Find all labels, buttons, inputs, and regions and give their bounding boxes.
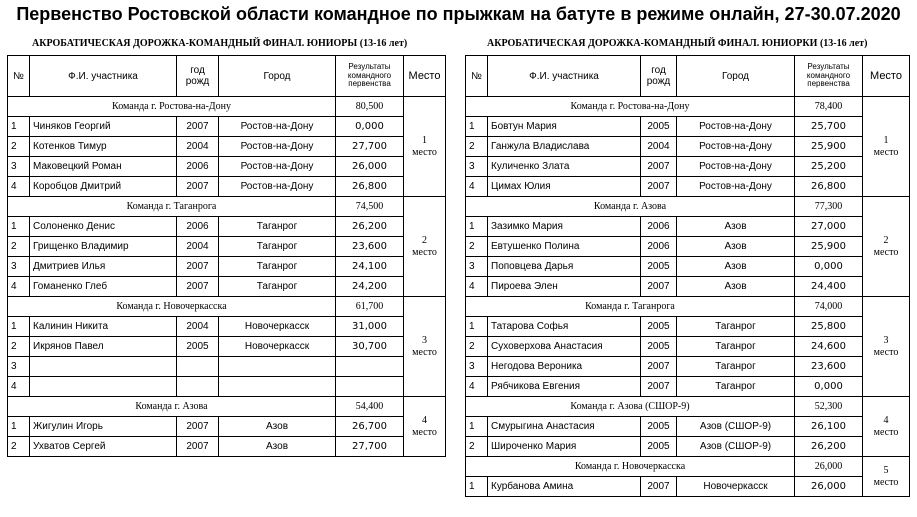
team-name: Команда г. Ростова-на-Дону — [466, 97, 795, 117]
member-city: Ростов-на-Дону — [219, 137, 336, 157]
place-number: 3 — [422, 334, 427, 346]
team-total-score: 80,500 — [336, 97, 404, 117]
team-place — [863, 457, 910, 497]
member-score: 26,700 — [336, 417, 404, 437]
team-place — [863, 197, 910, 297]
header-name: Ф.И. участника — [30, 56, 177, 97]
member-birth-year: 2005 — [641, 257, 677, 277]
member-score: 24,400 — [795, 277, 863, 297]
member-city: Таганрог — [219, 257, 336, 277]
table-row — [8, 277, 446, 297]
table-row — [8, 177, 446, 197]
table-row — [466, 437, 910, 457]
member-score: 0,000 — [795, 257, 863, 277]
table-row — [466, 277, 910, 297]
member-score: 26,100 — [795, 417, 863, 437]
table-row — [8, 157, 446, 177]
member-city: Ростов-на-Дону — [219, 117, 336, 137]
member-score: 26,200 — [336, 217, 404, 237]
member-score: 23,600 — [336, 237, 404, 257]
member-city: Азов — [677, 277, 795, 297]
table-row — [466, 117, 910, 137]
table-row — [8, 257, 446, 277]
member-number: 3 — [8, 157, 30, 177]
member-score: 0,000 — [795, 377, 863, 397]
team-row — [8, 97, 446, 117]
table-row — [466, 137, 910, 157]
team-row — [466, 457, 910, 477]
member-number: 4 — [8, 277, 30, 297]
team-name: Команда г. Ростова-на-Дону — [8, 97, 336, 117]
member-name: Гоманенко Глеб — [30, 277, 177, 297]
member-score — [336, 377, 404, 397]
member-birth-year: 2007 — [641, 477, 677, 497]
table-row — [8, 377, 446, 397]
place-number: 5 — [883, 464, 889, 476]
member-birth-year: 2006 — [641, 217, 677, 237]
juniors-results-table — [7, 55, 446, 457]
member-birth-year: 2004 — [177, 317, 219, 337]
table-row — [466, 317, 910, 337]
member-name: Котенков Тимур — [30, 137, 177, 157]
place-word: место — [412, 426, 437, 438]
table-header-row — [8, 56, 446, 97]
member-birth-year: 2006 — [641, 237, 677, 257]
team-place — [404, 297, 446, 397]
header-place: Место — [863, 56, 910, 97]
member-city: Ростов-на-Дону — [677, 117, 795, 137]
member-number: 1 — [466, 117, 488, 137]
member-number: 3 — [8, 257, 30, 277]
header-name: Ф.И. участника — [488, 56, 641, 97]
team-row — [466, 97, 910, 117]
table-row — [8, 117, 446, 137]
member-name: Рябчикова Евгения — [488, 377, 641, 397]
member-score — [336, 357, 404, 377]
member-name: Ганжула Владислава — [488, 137, 641, 157]
member-number: 4 — [8, 377, 30, 397]
member-city — [219, 377, 336, 397]
team-name: Команда г. Азова — [466, 197, 795, 217]
member-city: Таганрог — [219, 277, 336, 297]
member-number: 3 — [466, 157, 488, 177]
team-total-score: 52,300 — [795, 397, 863, 417]
member-city — [219, 357, 336, 377]
team-name: Команда г. Таганрога — [466, 297, 795, 317]
header-city: Город — [219, 56, 336, 97]
team-row — [466, 197, 910, 217]
team-total-score: 61,700 — [336, 297, 404, 317]
member-city: Таганрог — [677, 337, 795, 357]
member-score: 25,700 — [795, 117, 863, 137]
header-year: год рожд — [177, 56, 219, 97]
team-total-score: 78,400 — [795, 97, 863, 117]
member-score: 25,900 — [795, 137, 863, 157]
table-row — [466, 217, 910, 237]
member-number: 2 — [8, 237, 30, 257]
member-name: Куличенко Злата — [488, 157, 641, 177]
member-birth-year: 2007 — [641, 357, 677, 377]
member-city: Азов — [219, 417, 336, 437]
member-name — [30, 357, 177, 377]
member-name: Евтушенко Полина — [488, 237, 641, 257]
member-city: Новочеркасск — [677, 477, 795, 497]
member-name: Курбанова Амина — [488, 477, 641, 497]
team-name: Команда г. Азова (СШОР-9) — [466, 397, 795, 417]
member-score: 25,900 — [795, 237, 863, 257]
juniors-table-subtitle: АКРОБАТИЧЕСКАЯ ДОРОЖКА-КОМАНДНЫЙ ФИНАЛ. ЮНИОРЫ (13-16 лет) — [32, 38, 408, 49]
member-number: 3 — [8, 357, 30, 377]
member-name: Смурыгина Анастасия — [488, 417, 641, 437]
member-number: 1 — [466, 417, 488, 437]
member-number: 4 — [466, 377, 488, 397]
table-row — [466, 377, 910, 397]
team-place — [404, 97, 446, 197]
member-city: Ростов-на-Дону — [219, 177, 336, 197]
member-score: 26,800 — [336, 177, 404, 197]
member-number: 2 — [8, 137, 30, 157]
member-number: 2 — [466, 437, 488, 457]
table-row — [466, 237, 910, 257]
member-birth-year: 2005 — [641, 417, 677, 437]
place-number: 4 — [422, 414, 427, 426]
member-birth-year: 2007 — [641, 157, 677, 177]
member-name — [30, 377, 177, 397]
member-city: Ростов-на-Дону — [677, 137, 795, 157]
member-score: 0,000 — [336, 117, 404, 137]
team-row — [8, 297, 446, 317]
member-score: 26,000 — [795, 477, 863, 497]
team-row — [466, 397, 910, 417]
header-city: Город — [677, 56, 795, 97]
member-name: Пироева Элен — [488, 277, 641, 297]
place-word: место — [412, 346, 437, 358]
table-row — [466, 417, 910, 437]
table-row — [466, 357, 910, 377]
place-word: место — [873, 146, 899, 158]
member-birth-year: 2007 — [641, 277, 677, 297]
member-birth-year: 2007 — [641, 377, 677, 397]
member-name: Татарова Софья — [488, 317, 641, 337]
member-birth-year: 2005 — [641, 437, 677, 457]
member-score: 23,600 — [795, 357, 863, 377]
header-score: Результаты командного первенства — [336, 56, 404, 97]
member-name: Икрянов Павел — [30, 337, 177, 357]
member-name: Широченко Мария — [488, 437, 641, 457]
place-word: место — [412, 146, 437, 158]
table-row — [466, 157, 910, 177]
member-score: 26,000 — [336, 157, 404, 177]
place-number: 2 — [422, 234, 427, 246]
team-place — [863, 97, 910, 197]
member-name: Чиняков Георгий — [30, 117, 177, 137]
table-row — [8, 217, 446, 237]
member-name: Маковецкий Роман — [30, 157, 177, 177]
member-city: Азов (СШОР-9) — [677, 437, 795, 457]
member-score: 24,200 — [336, 277, 404, 297]
member-name: Солоненко Денис — [30, 217, 177, 237]
member-city: Новочеркасск — [219, 317, 336, 337]
member-number: 1 — [8, 317, 30, 337]
member-birth-year: 2005 — [177, 337, 219, 357]
header-year: год рожд — [641, 56, 677, 97]
place-word: место — [873, 476, 899, 488]
member-city: Таганрог — [677, 357, 795, 377]
member-birth-year: 2004 — [177, 137, 219, 157]
team-place — [404, 397, 446, 457]
member-score: 25,200 — [795, 157, 863, 177]
table-row — [8, 317, 446, 337]
header-num: № — [466, 56, 488, 97]
table-row — [8, 237, 446, 257]
table-row — [8, 417, 446, 437]
team-name: Команда г. Новочеркасска — [466, 457, 795, 477]
member-number: 2 — [8, 437, 30, 457]
member-city: Таганрог — [219, 237, 336, 257]
member-city: Таганрог — [219, 217, 336, 237]
member-score: 26,200 — [795, 437, 863, 457]
member-city: Новочеркасск — [219, 337, 336, 357]
member-name: Грищенко Владимир — [30, 237, 177, 257]
member-number: 1 — [8, 417, 30, 437]
table-row — [466, 177, 910, 197]
member-city: Азов — [677, 217, 795, 237]
member-name: Бовтун Мария — [488, 117, 641, 137]
member-number: 1 — [8, 117, 30, 137]
member-name: Калинин Никита — [30, 317, 177, 337]
member-birth-year: 2006 — [177, 157, 219, 177]
member-name: Суховерхова Анастасия — [488, 337, 641, 357]
member-name: Дмитриев Илья — [30, 257, 177, 277]
team-name: Команда г. Новочеркасска — [8, 297, 336, 317]
member-score: 31,000 — [336, 317, 404, 337]
place-number: 1 — [422, 134, 427, 146]
member-number: 4 — [466, 277, 488, 297]
member-birth-year: 2007 — [177, 117, 219, 137]
place-number: 3 — [883, 334, 889, 346]
member-birth-year: 2006 — [177, 217, 219, 237]
member-score: 25,800 — [795, 317, 863, 337]
header-place: Место — [404, 56, 446, 97]
member-number: 1 — [466, 477, 488, 497]
member-birth-year — [177, 357, 219, 377]
member-city: Таганрог — [677, 377, 795, 397]
member-city: Азов — [677, 237, 795, 257]
table-row — [8, 437, 446, 457]
member-score: 30,700 — [336, 337, 404, 357]
member-birth-year: 2004 — [641, 137, 677, 157]
place-number: 1 — [883, 134, 889, 146]
team-row — [8, 397, 446, 417]
junior-girls-results-table — [465, 55, 910, 497]
member-number: 1 — [466, 317, 488, 337]
member-name: Негодова Вероника — [488, 357, 641, 377]
member-number: 3 — [466, 357, 488, 377]
member-city: Ростов-на-Дону — [677, 177, 795, 197]
member-city: Азов — [219, 437, 336, 457]
table-row — [8, 137, 446, 157]
junior-girls-table-subtitle: АКРОБАТИЧЕСКАЯ ДОРОЖКА-КОМАНДНЫЙ ФИНАЛ. ЮНИОРКИ (13-16 лет) — [487, 38, 868, 49]
team-total-score: 54,400 — [336, 397, 404, 417]
member-number: 4 — [8, 177, 30, 197]
member-name: Коробцов Дмитрий — [30, 177, 177, 197]
team-name: Команда г. Азова — [8, 397, 336, 417]
table-header-row — [466, 56, 910, 97]
place-number: 2 — [883, 234, 889, 246]
member-birth-year: 2007 — [641, 177, 677, 197]
member-birth-year: 2007 — [177, 177, 219, 197]
member-birth-year: 2007 — [177, 257, 219, 277]
member-score: 26,800 — [795, 177, 863, 197]
team-name: Команда г. Таганрога — [8, 197, 336, 217]
member-score: 27,000 — [795, 217, 863, 237]
table-row — [466, 257, 910, 277]
member-birth-year: 2005 — [641, 117, 677, 137]
team-place — [863, 397, 910, 457]
member-name: Ухватов Сергей — [30, 437, 177, 457]
member-number: 2 — [8, 337, 30, 357]
member-birth-year — [177, 377, 219, 397]
place-word: место — [873, 346, 899, 358]
member-name: Цимах Юлия — [488, 177, 641, 197]
place-word: место — [873, 246, 899, 258]
member-number: 1 — [466, 217, 488, 237]
team-total-score: 77,300 — [795, 197, 863, 217]
team-total-score: 74,500 — [336, 197, 404, 217]
member-name: Жигулин Игорь — [30, 417, 177, 437]
member-score: 24,600 — [795, 337, 863, 357]
place-word: место — [873, 426, 899, 438]
member-number: 4 — [466, 177, 488, 197]
member-number: 2 — [466, 337, 488, 357]
member-city: Азов — [677, 257, 795, 277]
team-row — [8, 197, 446, 217]
member-birth-year: 2004 — [177, 237, 219, 257]
table-row — [8, 357, 446, 377]
member-number: 2 — [466, 137, 488, 157]
member-number: 2 — [466, 237, 488, 257]
member-city: Ростов-на-Дону — [219, 157, 336, 177]
page-title: Первенство Ростовской области командное по прыжкам на батуте в режиме онлайн, 27-30.07.2020 — [16, 4, 901, 24]
member-number: 1 — [8, 217, 30, 237]
member-city: Ростов-на-Дону — [677, 157, 795, 177]
member-birth-year: 2005 — [641, 337, 677, 357]
place-number: 4 — [883, 414, 889, 426]
header-score: Результаты командного первенства — [795, 56, 863, 97]
member-city: Азов (СШОР-9) — [677, 417, 795, 437]
table-row — [466, 477, 910, 497]
team-place — [404, 197, 446, 297]
team-place — [863, 297, 910, 397]
team-row — [466, 297, 910, 317]
member-birth-year: 2007 — [177, 417, 219, 437]
team-total-score: 26,000 — [795, 457, 863, 477]
team-total-score: 74,000 — [795, 297, 863, 317]
member-city: Таганрог — [677, 317, 795, 337]
member-score: 27,700 — [336, 137, 404, 157]
header-num: № — [8, 56, 30, 97]
member-name: Поповцева Дарья — [488, 257, 641, 277]
table-row — [8, 337, 446, 357]
member-birth-year: 2007 — [177, 277, 219, 297]
table-row — [466, 337, 910, 357]
member-name: Зазимко Мария — [488, 217, 641, 237]
member-birth-year: 2007 — [177, 437, 219, 457]
member-score: 27,700 — [336, 437, 404, 457]
member-number: 3 — [466, 257, 488, 277]
place-word: место — [412, 246, 437, 258]
member-birth-year: 2005 — [641, 317, 677, 337]
member-score: 24,100 — [336, 257, 404, 277]
